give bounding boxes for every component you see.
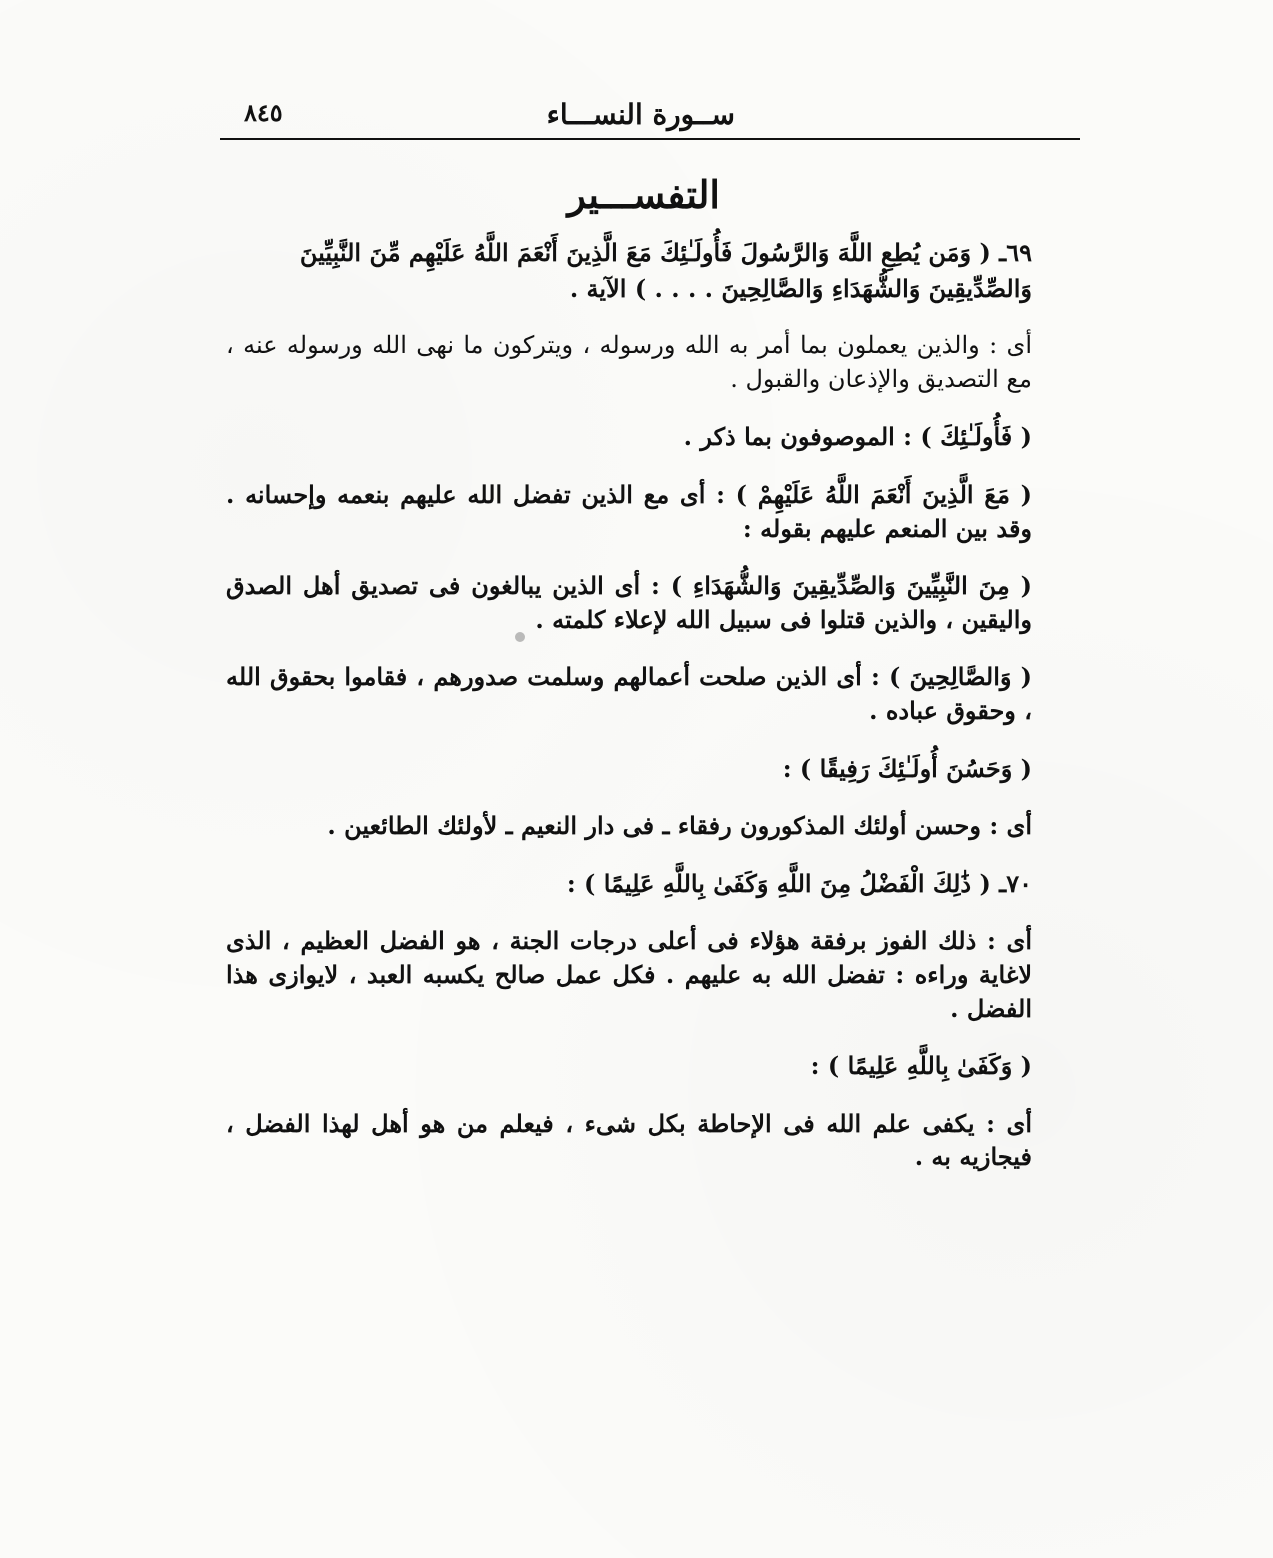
paragraph-explanation-6: ( وَحَسُنَ أُولَـٰئِكَ رَفِيقًا ) : (782, 753, 1032, 783)
verse-69 (226, 236, 1070, 305)
page-number: ٨٤٥ (244, 98, 283, 127)
page-header (220, 88, 1080, 140)
paragraph-explanation-5: ( وَالصَّالِحِينَ ) : أى الذين صلحت أعمالهم وسلمت صدورهم ، فقاموا بحقوق الله ، وحقوق عباده . (226, 662, 1032, 725)
surah-title: ســورة النســـاء (546, 98, 735, 131)
verse-69-line-1: ٦٩ـ ( وَمَن يُطِعِ اللَّهَ وَالرَّسُولَ فَأُولَـٰئِكَ مَعَ الَّذِينَ أَنْعَمَ اللَّهُ عَلَيْهِم مِّنَ النَّبِيِّينَ (299, 238, 1032, 267)
verse-69-line-2: وَالصِّدِّيقِينَ وَالشُّهَدَاءِ وَالصَّالِحِينَ . . . . ) الآية . (569, 273, 1032, 303)
paragraph-explanation-7: أى : وحسن أولئك المذكورون رفقاء ـ فى دار النعيم ـ لأولئك الطائعين . (327, 811, 1032, 841)
section-title: التفســـير (567, 172, 720, 217)
paragraph-explanation-1: أى : والذين يعملون بما أمر به الله ورسوله ، ويتركون ما نهى الله ورسوله عنه ، مع التصديق والإذعان والقبول . (226, 331, 1032, 393)
paragraph-explanation-3: ( مَعَ الَّذِينَ أَنْعَمَ اللَّهُ عَلَيْهِمْ ) : أى مع الذين تفضل الله عليهم بنعمه وإحسانه . وقد بين المنعم عليهم بقوله : (226, 479, 1032, 543)
paragraph-explanation-2: ( فَأُولَـٰئِكَ ) : الموصوفون بما ذكر . (683, 422, 1032, 452)
tafsir-body (226, 236, 1070, 1198)
paragraph-explanation-9: ( وَكَفَىٰ بِاللَّهِ عَلِيمًا ) : (810, 1051, 1032, 1081)
paragraph-explanation-10: أى : يكفى علم الله فى الإحاطة بكل شىء ، فيعلم من هو أهل لهذا الفضل ، فيجازيه به . (226, 1108, 1032, 1172)
paragraph-explanation-8: أى : ذلك الفوز برفقة هؤلاء فى أعلى درجات الجنة ، هو الفضل العظيم ، الذى لاغاية وراءه : تفضل الله به عليهم . فكل عمل صالح يكسبه العبد ، لايوازى هذا الفضل . (226, 926, 1033, 1023)
paragraph-explanation-4: ( مِنَ النَّبِيِّينَ وَالصِّدِّيقِينَ وَالشُّهَدَاءِ ) : أى الذين يبالغون فى تصديق أهل الصدق واليقين ، والذين قتلوا فى سبيل الله لإعلاء كلمته . (226, 571, 1033, 634)
verse-70: ٧٠ـ ( ذَٰلِكَ الْفَضْلُ مِنَ اللَّهِ وَكَفَىٰ بِاللَّهِ عَلِيمًا ) : (566, 868, 1032, 898)
